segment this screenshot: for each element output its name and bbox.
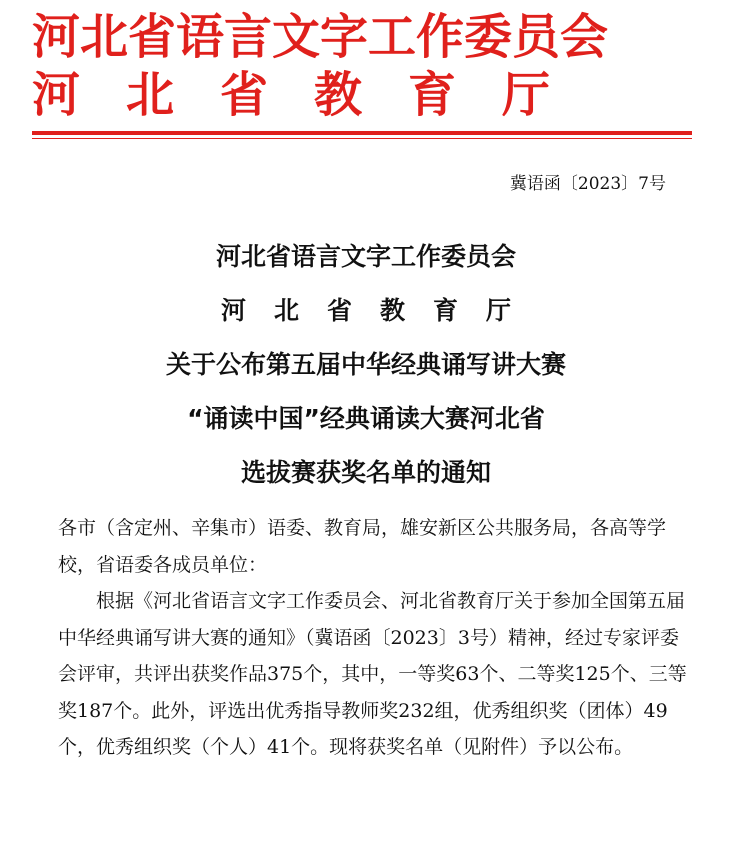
document-body <box>58 510 688 766</box>
document-number: 冀语函〔2023〕7号 <box>509 174 666 194</box>
title-line-4: “诵读中国”经典诵读大赛河北省 <box>187 404 545 433</box>
title-line-3: 关于公布第五届中华经典诵写讲大赛 <box>165 350 566 379</box>
document-title <box>40 230 692 500</box>
title-line-1: 河北省语言文字工作委员会 <box>215 242 516 271</box>
salutation: 各市（含定州、辛集市）语委、教育局，雄安新区公共服务局，各高等学校，省语委各成员单位： <box>58 517 667 576</box>
letterhead-issuer-2: 河北省教育厅 <box>32 67 597 123</box>
letterhead <box>32 8 692 124</box>
letterhead-red-rule <box>32 131 692 135</box>
letterhead-red-rule-thin <box>32 138 692 139</box>
letterhead-issuer-1: 河北省语言文字工作委员会 <box>32 9 609 65</box>
title-line-2: 河北省教育厅 <box>220 296 539 325</box>
title-line-5: 选拔赛获奖名单的通知 <box>240 458 491 487</box>
body-paragraph-1: 根据《河北省语言文字工作委员会、河北省教育厅关于参加全国第五届中华经典诵写讲大赛的通知》（冀语函〔2023〕3号）精神，经过专家评委会评审，共评出获奖作品375个，其中，一等奖63个、二等奖125个、三等奖187个。此外，评选出优秀指导教师奖232组，优秀组织奖（团体）49个，优秀组织奖（个人）41个。现将获奖名单（见附件）予以公布。 <box>58 590 687 758</box>
